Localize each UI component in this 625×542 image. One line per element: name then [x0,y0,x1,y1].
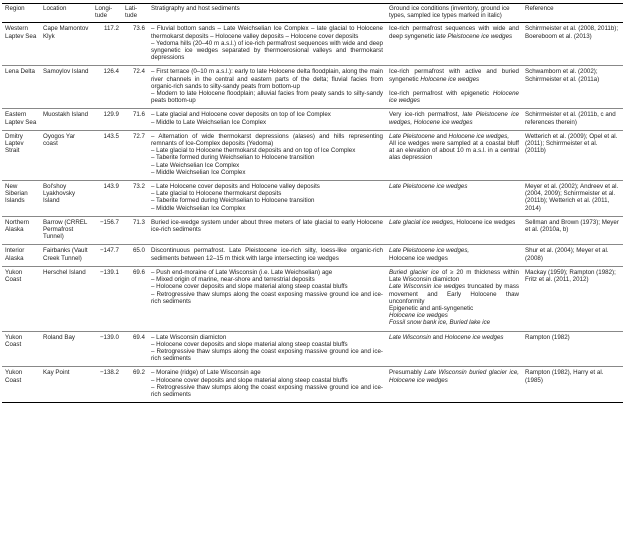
table-row [2,130,623,180]
stratigraphy-line: – Middle Weichselian Ice Complex [151,168,246,176]
longitude-value: 129.9 [103,111,119,119]
longitude-cell [92,266,122,331]
stratigraphy-line: – Middle Weichselian Ice Complex [151,204,246,212]
ground-ice-cell [386,23,522,66]
longitude-cell [92,130,122,180]
stratigraphy-line: – Holocene cover deposits and slope material along steep coastal bluffs [151,376,348,384]
reference-cell [522,23,623,66]
latitude-value: 73.6 [132,25,145,33]
latitude-cell [122,109,148,130]
region-cell [2,109,40,130]
reference-cell [522,216,623,245]
reference-cell [522,181,623,217]
table-row [2,367,623,403]
reference-text: Shur et al. (2004); Meyer et al. (2008) [525,247,609,262]
ground-ice-text: truncated by mass movement and Early Holocene thaw unconformity Epigenetic and anti-syngenetic [389,283,520,312]
table-row [2,216,623,245]
table-row [2,266,623,331]
ground-ice-sampled-text: Late Pleistocene [389,132,435,140]
longitude-cell [92,331,122,367]
ground-ice-cell [386,245,522,266]
location-text: Herschel Island [43,268,86,276]
region-text: Northern Alaska [5,218,30,234]
stratigraphy-cell [148,216,386,245]
table-row [2,66,623,109]
stratigraphy-line: – Mixed origin of marine, near-shore and terrestrial deposits [151,276,315,284]
reference-cell [522,331,623,367]
header-location: Location [40,4,92,23]
stratigraphy-line: Buried ice-wedge system under about three meters of late glacial to early Holocene ice-rich sediments [151,218,383,234]
ground-ice-text: Very ice-rich permafrost, [389,111,463,119]
location-cell [40,216,92,245]
reference-cell [522,266,623,331]
header-region: Region [2,4,40,23]
latitude-cell [122,367,148,403]
ground-ice-cell [386,66,522,109]
region-cell [2,181,40,217]
longitude-cell [92,367,122,403]
region-text: Yukon Coast [5,369,23,384]
latitude-value: 72.4 [132,68,145,76]
table-header-row [2,4,623,23]
longitude-value: 143.9 [103,183,119,191]
reference-text: Wetterich et al. (2009); Opel et al. (2011); Schirrmeister et al. (2011b) [525,132,618,155]
header-longitude: Longi- tude [92,4,122,23]
region-text: Lena Delta [5,68,35,76]
reference-text: Rampton (1982) [525,333,570,341]
reference-cell [522,367,623,403]
latitude-cell [122,181,148,217]
location-cell [40,245,92,266]
location-cell [40,367,92,403]
longitude-value: −156.7 [99,218,119,226]
location-text: Samoylov Island [43,68,89,76]
stratigraphy-line: – Late Weichselian Ice Complex [151,161,240,169]
reference-cell [522,66,623,109]
ground-ice-sampled-text: Holocene ice wedges, [448,132,510,140]
reference-text: Rampton (1982), Harry et al. (1985) [525,369,604,384]
stratigraphy-line: – Late Wisconsin diamicton [151,333,227,341]
location-cell [40,109,92,130]
latitude-cell [122,216,148,245]
ground-ice-cell [386,130,522,180]
header-latitude: Lati- tude [122,4,148,23]
location-text: Roland Bay [43,333,75,341]
stratigraphy-line: – Late Holocene cover deposits and Holocene valley deposits [151,183,320,191]
ground-ice-sampled-text: late Pleistocene ice wedges, Holocene ice wedges [389,111,519,126]
ground-ice-cell [386,367,522,403]
table-row [2,181,623,217]
stratigraphy-line: – Late glacial and Holocene cover deposits on top of Ice Complex [151,111,331,119]
location-cell [40,23,92,66]
ground-ice-cell [386,181,522,217]
stratigraphy-line: – Push end-moraine of Late Wisconsin (i.e. Late Weichselian) age [151,268,333,276]
ground-ice-sampled-text: Buried glacier ice [389,268,439,276]
ground-ice-text: Presumably [389,369,425,377]
ground-ice-sites-table [2,3,623,403]
header-reference: Reference [522,4,623,23]
latitude-value: 71.3 [132,218,145,226]
location-cell [40,266,92,331]
region-text: New Siberian Islands [5,183,28,205]
stratigraphy-cell [148,109,386,130]
latitude-value: 72.7 [132,132,145,140]
stratigraphy-line: – Holocene cover deposits and slope material along steep coastal bluffs [151,340,348,348]
longitude-value: −147.7 [99,247,119,255]
reference-cell [522,245,623,266]
stratigraphy-cell [148,66,386,109]
reference-text: Schirrmeister et al. (2011b, c and references therein) [525,111,616,126]
header-ground-ice: Ground ice conditions (inventory, ground ice types, sampled ice types marked in italic) [386,4,522,23]
ground-ice-text: and [434,132,449,140]
ground-ice-sampled-text: Late Wisconsin buried glacier ice, Holocene ice wedges [389,369,519,384]
region-text: Interior Alaska [5,247,25,262]
longitude-value: −138.2 [99,369,119,377]
ground-ice-text: Ice-rich permafrost with active and buried syngenetic [389,68,519,83]
stratigraphy-cell [148,245,386,266]
ground-ice-sampled-text: Late Pleistocene ice wedges, [389,247,470,255]
location-cell [40,66,92,109]
stratigraphy-line: – Middle to Late Weichselian Ice Complex [151,118,267,126]
location-text: Oyogos Yar coast [43,132,76,148]
ground-ice-text: All ice wedges were sampled at a coastal bluff at an elevation of about 10 m a.s.l. in a central alas depression [389,140,519,162]
longitude-cell [92,109,122,130]
ground-ice-sampled-text: Late Wisconsin [389,333,431,341]
reference-text: Sellman and Brown (1973); Meyer et al. (2010a, b) [525,218,619,234]
latitude-value: 69.6 [132,268,145,276]
location-text: Barrow (CRREL Permafrost Tunnel) [43,218,88,241]
latitude-value: 69.2 [132,369,145,377]
stratigraphy-cell [148,367,386,403]
latitude-cell [122,266,148,331]
stratigraphy-line: – First terrace (0–10 m a.s.l.): early to late Holocene delta floodplain, along the main river channels in the central and eastern parts of the delta; fluvial facies from organic-rich sands to silty-sandy peats from bottom-up [151,68,383,90]
stratigraphy-cell [148,130,386,180]
location-text: Kay Point [43,369,70,377]
stratigraphy-line: – Retrogressive thaw slumps along the coast exposing massive ground ice and ice-rich sediments [151,383,383,398]
latitude-value: 69.4 [132,333,145,341]
reference-text: Schwamborn et al. (2002); Schirrmeister et al. (2011a) [525,68,600,83]
reference-text: Mackay (1959); Rampton (1982); Fritz et al. (2011, 2012) [525,268,616,284]
stratigraphy-line: – Late glacial to Holocene thermokarst deposits [151,190,282,198]
table-row [2,245,623,266]
longitude-cell [92,181,122,217]
location-text: Fairbanks (Vault Creek Tunnel) [43,247,88,262]
table-row [2,109,623,130]
ground-ice-sampled-text: Late Pleistocene ice wedges [389,183,468,191]
region-cell [2,266,40,331]
region-text: Yukon Coast [5,268,23,284]
ground-ice-sampled-text: Holocene ice wedges [389,90,519,105]
region-cell [2,130,40,180]
ground-ice-sampled-text: Holocene ice wedges [420,75,480,83]
region-text: Yukon Coast [5,333,23,348]
longitude-value: 117.2 [103,25,119,33]
ground-ice-sampled-text: Late glacial ice wedges [389,218,453,226]
region-cell [2,23,40,66]
table-body [2,23,623,403]
location-text: Muostakh Island [43,111,89,119]
ground-ice-text: Holocene ice wedges [389,254,448,262]
longitude-cell [92,23,122,66]
ground-ice-text: Ice-rich permafrost sequences with wide and deep syngenetic [389,25,519,40]
location-text: Cape Mamontov Klyk [43,25,89,40]
longitude-value: −139.1 [99,268,119,276]
ground-ice-sampled-text: Holocene ice wedges [444,333,504,341]
location-cell [40,181,92,217]
stratigraphy-line: – Retrogressive thaw slumps along the coast exposing massive ground ice and ice-rich sediments [151,290,383,305]
ground-ice-text: of ≥ 20 m thickness within Late Wisconsin diamicton [389,268,519,284]
longitude-cell [92,66,122,109]
latitude-value: 73.2 [132,183,145,191]
longitude-value: −139.0 [99,333,119,341]
header-stratigraphy: Stratigraphy and host sediments [148,4,386,23]
ground-ice-cell [386,331,522,367]
stratigraphy-line: Discontinuous permafrost. Late Pleistocene ice-rich silty, loess-like organic-rich sediments between 12–15 m thick with large intersecting ice wedges [151,247,383,262]
ground-ice-cell [386,266,522,331]
reference-cell [522,109,623,130]
region-cell [2,216,40,245]
stratigraphy-cell [148,331,386,367]
table-row [2,331,623,367]
region-text: Dmitry Laptev Strait [5,132,24,155]
region-cell [2,331,40,367]
stratigraphy-line: – Fluvial bottom sands – Late Weichselian Ice Complex – late glacial to Holocene thermokarst deposits – Holocene valley deposits – Holocene cover deposits [151,25,383,40]
stratigraphy-line: – Retrogressive thaw slumps along the coast exposing massive ground ice and ice-rich sediments [151,347,383,363]
longitude-cell [92,216,122,245]
table-row [2,23,623,66]
latitude-cell [122,130,148,180]
stratigraphy-cell [148,181,386,217]
location-text: Bol'shoy Lyakhovsky Island [43,183,76,205]
reference-text: Schirrmeister et al. (2008, 2011b); Boereboom et al. (2013) [525,25,619,40]
location-cell [40,130,92,180]
region-cell [2,66,40,109]
ground-ice-sampled-text: Late Wisconsin ice wedges [389,283,466,291]
stratigraphy-line: – Alternation of wide thermokarst depressions (alases) and hills representing remnants of Ice-Complex deposits (Yedoma) [151,132,383,148]
reference-cell [522,130,623,180]
latitude-value: 65.0 [132,247,145,255]
latitude-cell [122,245,148,266]
longitude-value: 126.4 [103,68,119,76]
stratigraphy-cell [148,23,386,66]
stratigraphy-line: – Modern to late Holocene floodplain; alluvial facies from peaty sands to silty-sandy peats bottom-up [151,90,383,105]
ground-ice-sampled-text: late Pleistocene ice wedges [435,32,513,40]
longitude-cell [92,245,122,266]
region-text: Eastern Laptev Sea [5,111,37,126]
ground-ice-sampled-text: Holocene ice wedges Fossil snow bank ice, Buried lake ice [389,312,491,327]
stratigraphy-line: – Taberite formed during Weichselian to Holocene transition [151,197,315,205]
ground-ice-text: and [430,333,445,341]
ground-ice-text: , Holocene ice wedges [452,218,516,226]
latitude-cell [122,331,148,367]
region-cell [2,245,40,266]
latitude-cell [122,23,148,66]
location-cell [40,331,92,367]
ground-ice-cell [386,216,522,245]
ground-ice-cell [386,109,522,130]
stratigraphy-line: – Holocene cover deposits and slope material along steep coastal bluffs [151,283,348,291]
longitude-value: 143.5 [103,132,119,140]
region-text: Western Laptev Sea [5,25,37,40]
latitude-cell [122,66,148,109]
stratigraphy-line: – Moraine (ridge) of Late Wisconsin age [151,369,261,377]
reference-text: Meyer et al. (2002); Andreev et al. (2004, 2009); Schirrmeister et al. (2011b); Wetterich et al. (2011, 2014) [525,183,619,212]
ground-ice-text: Ice-rich permafrost with epigenetic [389,90,490,98]
region-cell [2,367,40,403]
stratigraphy-line: – Taberite formed during Weichselian to Holocene transition [151,154,315,162]
stratigraphy-line: – Yedoma hills (20–40 m a.s.l.) of ice-rich permafrost sequences with wide and deep syngenetic ice wedges separated by thermoerosional valleys and thermokarst depressions [151,39,383,62]
stratigraphy-cell [148,266,386,331]
latitude-value: 71.6 [132,111,145,119]
stratigraphy-line: – Late glacial to Holocene thermokarst deposits and on top of Ice Complex [151,147,356,155]
